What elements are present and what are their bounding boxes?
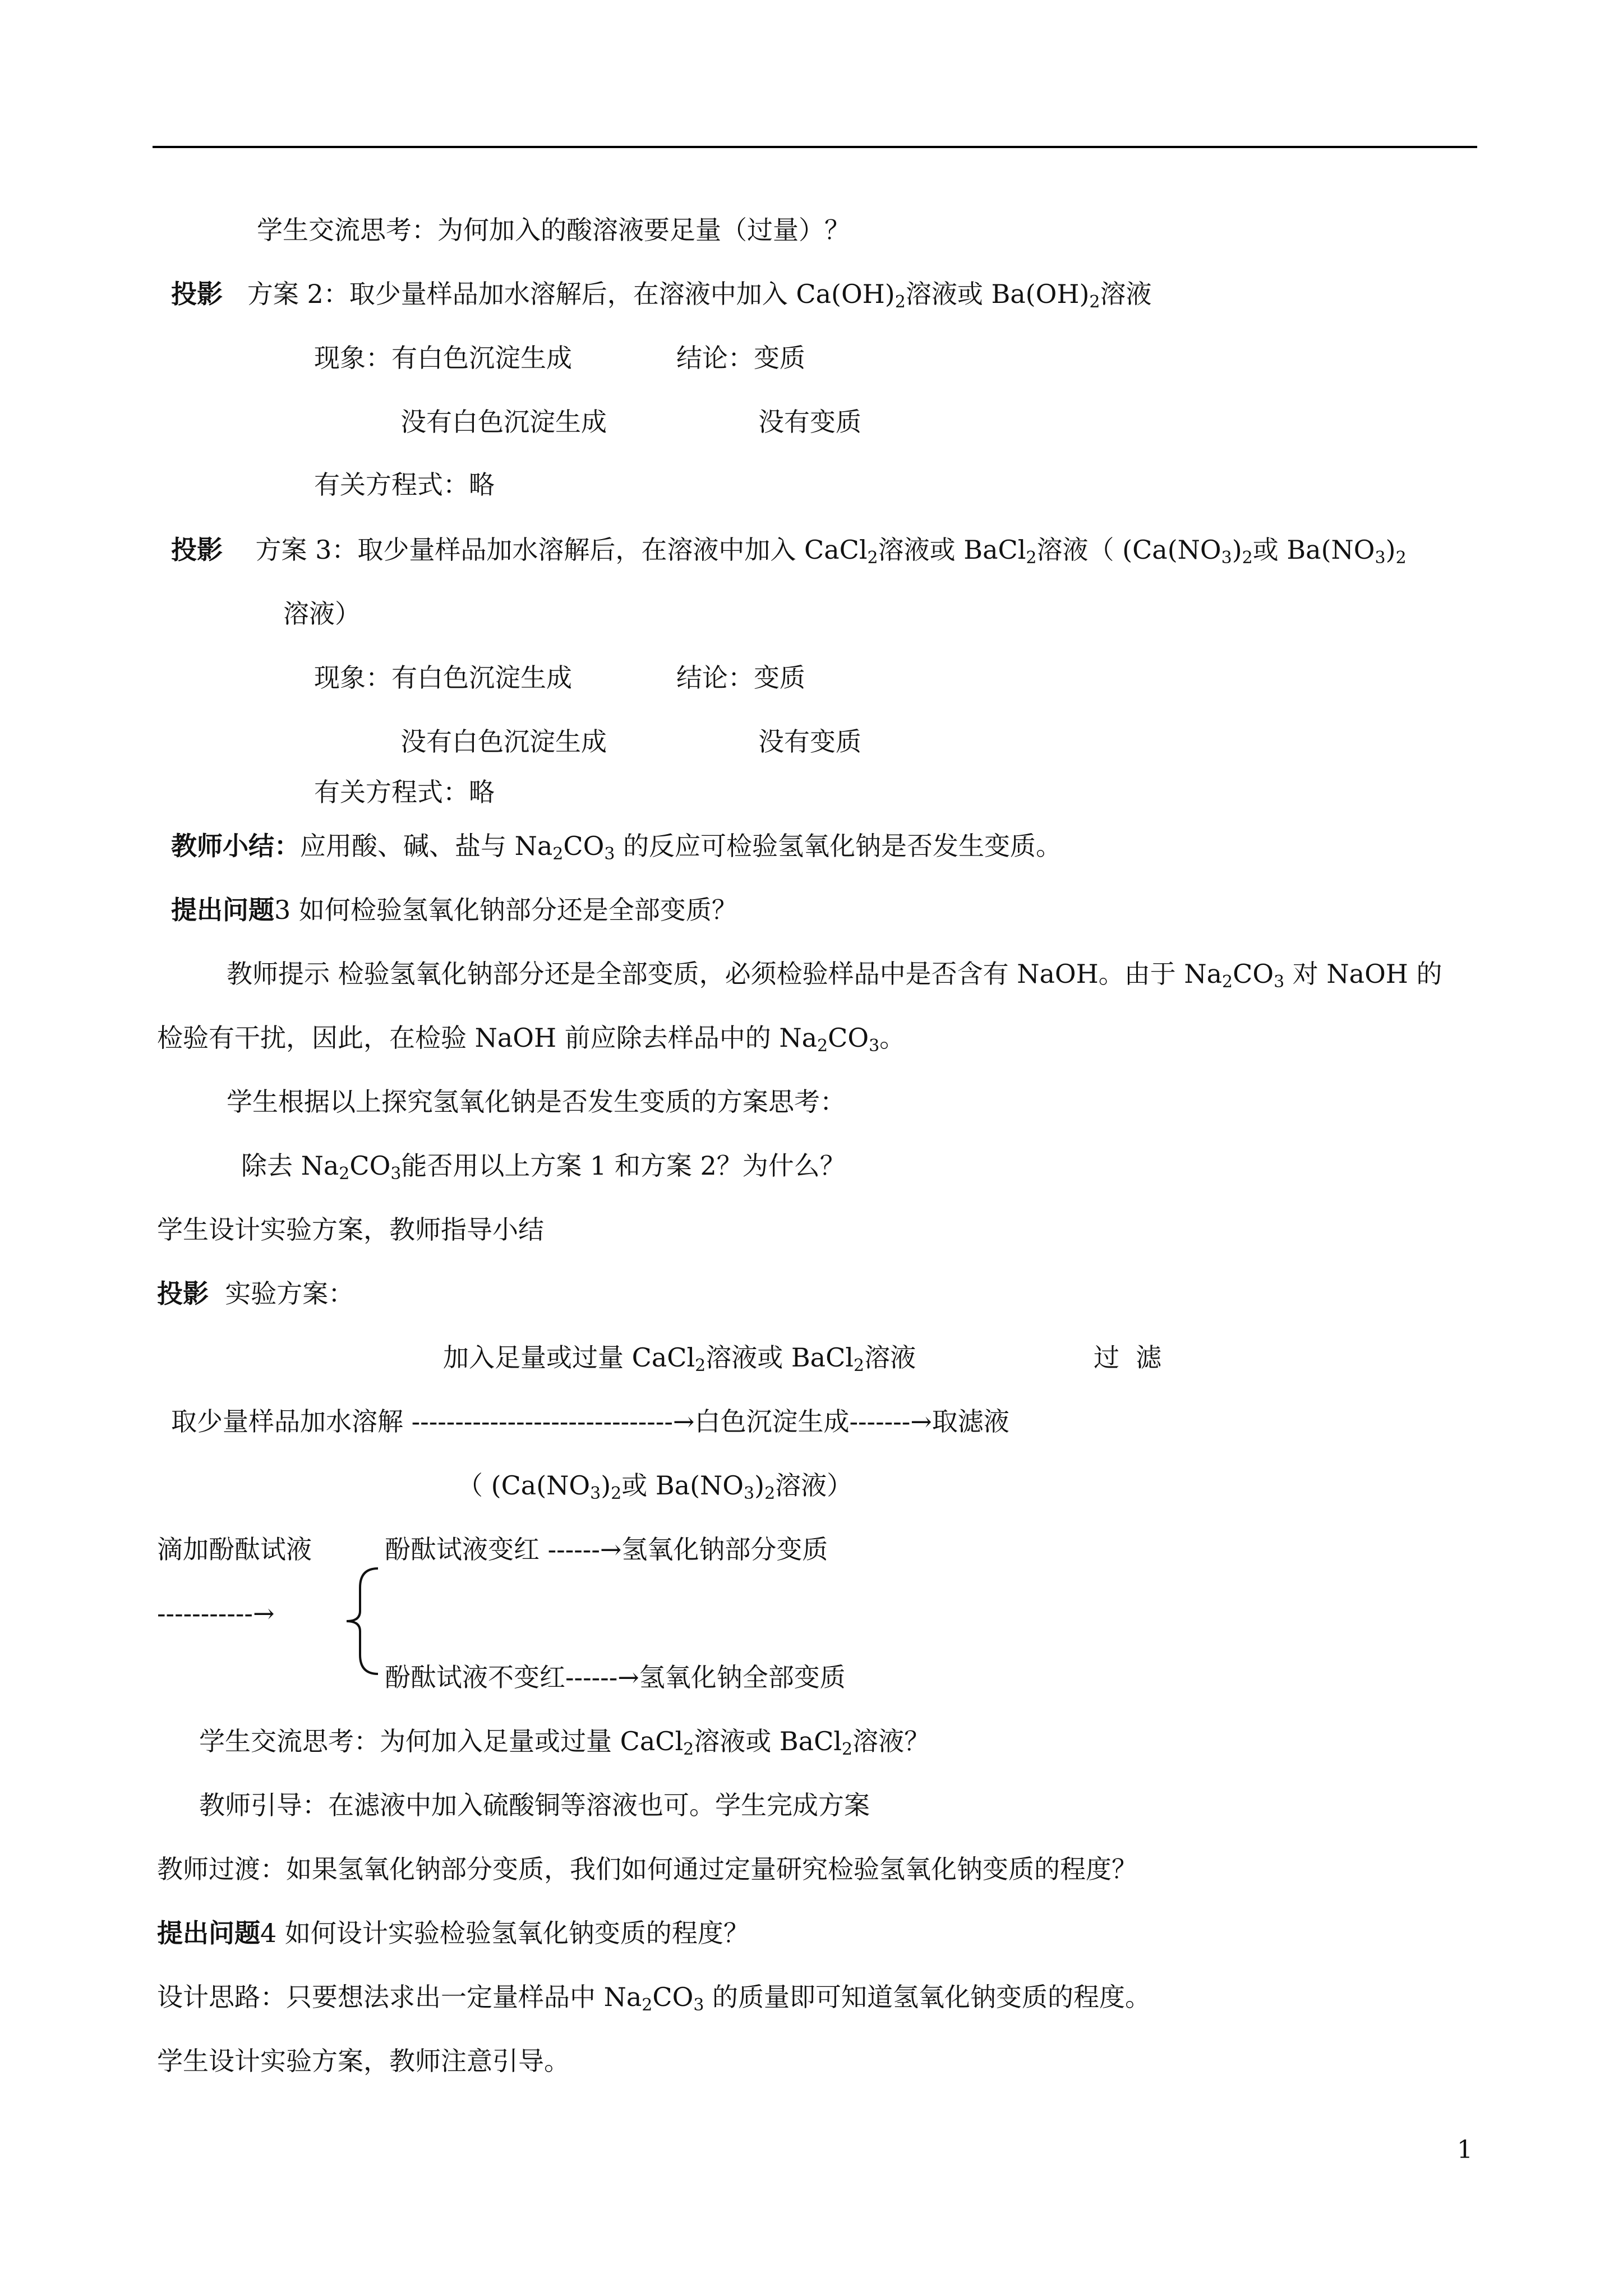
line-9a: 没有白色沉淀生成 xyxy=(400,726,607,757)
flow-arrow-1: ------------------------------→白色沉淀生成-------→取滤液 xyxy=(411,1406,1009,1437)
line-8b: 结论：变质 xyxy=(676,662,805,693)
flow-step-1: 取少量样品加水溶解 ------------------------------→白色沉淀生成-------→取滤液 xyxy=(171,1406,1009,1437)
line-10: 有关方程式：略 xyxy=(314,777,495,807)
flow-arrow-2: -----------→ xyxy=(157,1598,275,1628)
line-3a: 现象：有白色沉淀生成 xyxy=(314,343,572,373)
line-16: 除去 $Na_2CO_3$能否用以上方案 1 和方案 2？为什么？ xyxy=(241,1151,846,1184)
line-18: 投影 实验方案： xyxy=(157,1278,354,1309)
flow-phenolphthalein-label: 滴加酚酞试液 xyxy=(157,1534,312,1565)
header-rule xyxy=(153,146,1477,148)
line-9b: 没有变质 xyxy=(758,726,861,757)
line-13: 教师提示 检验氢氧化钠部分还是全部变质，必须检验样品中是否含有 NaOH。由于 $Na_2CO_3$ 对 NaOH 的 xyxy=(227,959,1442,992)
line-7: 溶液） xyxy=(283,599,361,629)
page-number: 1 xyxy=(1457,2136,1473,2164)
flow-branch-not-red: 酚酞试液不变红------→氢氧化钠全部变质 xyxy=(385,1662,846,1692)
line-1: 学生交流思考：为何加入的酸溶液要足量（过量）？ xyxy=(257,215,850,245)
line-4a: 没有白色沉淀生成 xyxy=(400,407,607,437)
flow-filter-label: 过 滤 xyxy=(1094,1342,1162,1373)
line-26: 教师引导：在滤液中加入硫酸铜等溶液也可。学生完成方案 xyxy=(199,1790,870,1820)
line-6: 投影 方案 3：取少量样品加水溶解后，在溶液中加入 CaCl$_2$溶液或 BaCl$_2$溶液（ ($Ca(NO_3)_2$或 $Ba(NO_3)_2$ xyxy=(171,535,1407,568)
line-12: 提出问题3 如何检验氢氧化钠部分还是全部变质？ xyxy=(171,895,737,925)
line-8a: 现象：有白色沉淀生成 xyxy=(314,662,572,693)
line-5: 有关方程式：略 xyxy=(314,470,495,500)
label-projection: 投影 xyxy=(171,279,223,309)
line-30: 学生设计实验方案，教师注意引导。 xyxy=(157,2046,570,2076)
flow-branch-red: 酚酞试液变红 ------→氢氧化钠部分变质 xyxy=(385,1534,828,1565)
line-28: 提出问题4 如何设计实验检验氢氧化钠变质的程度？ xyxy=(157,1918,749,1948)
line-27: 教师过渡：如果氢氧化钠部分变质，我们如何通过定量研究检验氢氧化钠变质的程度？ xyxy=(157,1854,1137,1884)
line-11: 教师小结：应用酸、碱、盐与 $Na_2CO_3$ 的反应可检验氢氧化钠是否发生变质。 xyxy=(171,831,1062,864)
line-14: 检验有干扰，因此，在检验 NaOH 前应除去样品中的 $Na_2CO_3$。 xyxy=(157,1023,906,1056)
flow-reagent-alt: （ ($Ca(NO_3)_2$或 $Ba(NO_3)_2$溶液） xyxy=(457,1470,853,1503)
flow-reagent-label: 加入足量或过量 CaCl$_2$溶液或 BaCl$_2$溶液 xyxy=(443,1342,916,1375)
line-17: 学生设计实验方案，教师指导小结 xyxy=(157,1214,544,1245)
line-2: 投影 方案 2：取少量样品加水溶解后，在溶液中加入 $Ca(OH)_2$溶液或 $Ba(OH)_2$溶液 xyxy=(171,279,1152,312)
line-25: 学生交流思考：为何加入足量或过量 CaCl$_2$溶液或 BaCl$_2$溶液？ xyxy=(199,1726,930,1759)
curly-brace-icon xyxy=(343,1565,382,1677)
line-3b: 结论：变质 xyxy=(676,343,805,373)
line-29: 设计思路：只要想法求出一定量样品中 $Na_2CO_3$ 的质量即可知道氢氧化钠变质的程度。 xyxy=(157,1982,1151,2015)
label-projection: 投影 xyxy=(157,1278,209,1309)
line-4b: 没有变质 xyxy=(758,407,861,437)
label-projection: 投影 xyxy=(171,535,223,565)
line-15: 学生根据以上探究氢氧化钠是否发生变质的方案思考： xyxy=(227,1087,846,1117)
